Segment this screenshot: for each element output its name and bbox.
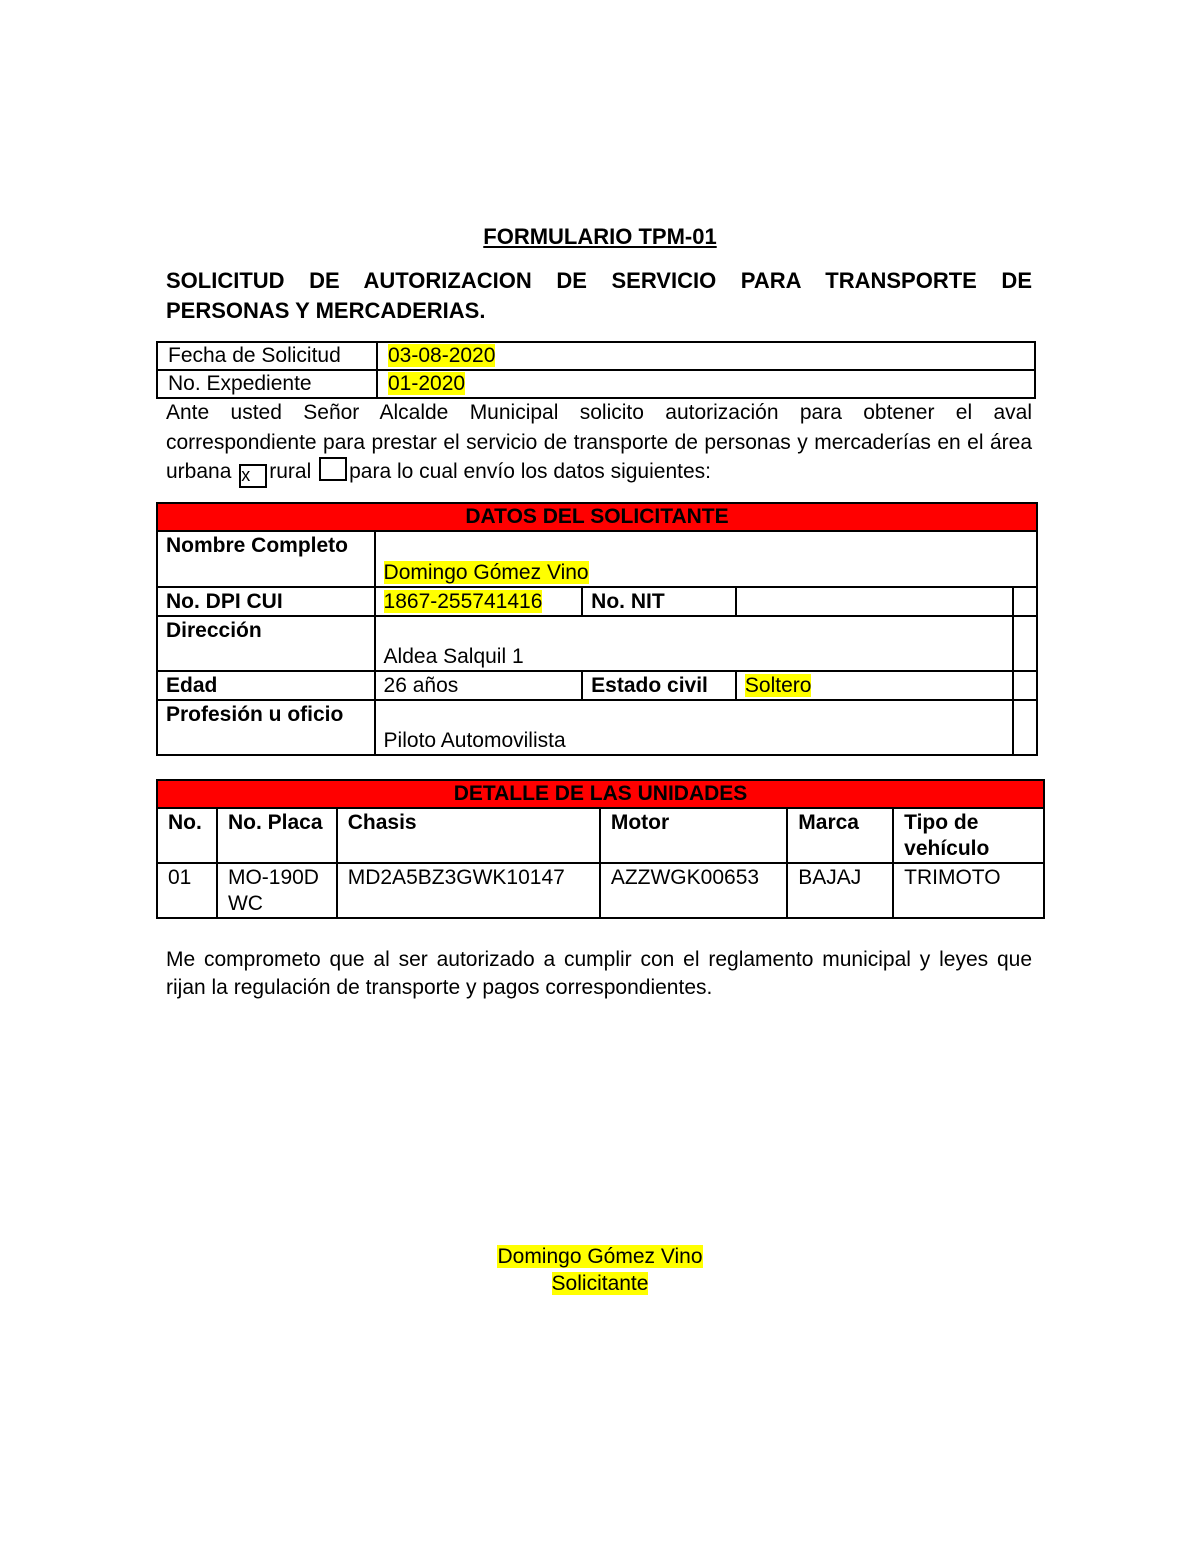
profesion-row xyxy=(157,700,1037,755)
spare-cell xyxy=(1013,700,1037,755)
spare-cell xyxy=(1013,616,1037,671)
edad-row xyxy=(157,671,1037,700)
unit-placa: MO-190DWC xyxy=(217,863,337,918)
signature-role: Solicitante xyxy=(551,1272,649,1295)
intro-paragraph xyxy=(166,398,1032,488)
urbana-checkbox[interactable]: x xyxy=(239,464,267,488)
solicitante-header: DATOS DEL SOLICITANTE xyxy=(156,502,1038,532)
fecha-cell xyxy=(377,342,1035,370)
signature-name: Domingo Gómez Vino xyxy=(497,1245,703,1268)
col-motor: Motor xyxy=(600,808,787,863)
col-chasis: Chasis xyxy=(337,808,600,863)
dpi-cell xyxy=(375,587,583,616)
estado-value: Soltero xyxy=(744,674,812,697)
unit-marca: BAJAJ xyxy=(787,863,893,918)
dpi-value: 1867-255741416 xyxy=(383,590,543,613)
expediente-cell xyxy=(377,370,1035,398)
intro-text: Ante usted Señor Alcalde Municipal solicito autorización para obtener el aval correspondiente para prestar el servicio de transporte de personas y mercaderías en el área urbana xyxy=(166,401,1032,483)
unidades-header: DETALLE DE LAS UNIDADES xyxy=(156,779,1045,809)
spare-cell xyxy=(1013,671,1037,700)
direccion-value: Aldea Salquil 1 xyxy=(375,616,1014,671)
table-row xyxy=(157,863,1044,918)
direccion-row xyxy=(157,616,1037,671)
col-no: No. xyxy=(157,808,217,863)
unit-no: 01 xyxy=(157,863,217,918)
rural-checkbox[interactable] xyxy=(319,457,347,481)
unit-chasis: MD2A5BZ3GWK10147 xyxy=(337,863,600,918)
estado-cell xyxy=(736,671,1013,700)
profesion-value: Piloto Automovilista xyxy=(375,700,1014,755)
unit-motor: AZZWGK00653 xyxy=(600,863,787,918)
expediente-value: 01-2020 xyxy=(388,372,466,395)
expediente-label: No. Expediente xyxy=(157,370,377,398)
col-placa: No. Placa xyxy=(217,808,337,863)
col-marca: Marca xyxy=(787,808,893,863)
nombre-row xyxy=(157,531,1037,587)
estado-label: Estado civil xyxy=(582,671,736,700)
unidades-table xyxy=(156,807,1045,919)
signature-name-line xyxy=(0,1243,1200,1271)
fecha-label: Fecha de Solicitud xyxy=(157,342,377,370)
nombre-value: Domingo Gómez Vino xyxy=(383,561,589,584)
spare-cell xyxy=(1013,587,1037,616)
expediente-row xyxy=(157,370,1035,398)
fecha-row xyxy=(157,342,1035,370)
edad-label: Edad xyxy=(157,671,375,700)
edad-value: 26 años xyxy=(375,671,583,700)
unidades-header-row xyxy=(157,808,1044,863)
rural-label: rural xyxy=(269,460,312,483)
col-tipo: Tipo de vehículo xyxy=(893,808,1044,863)
form-title: FORMULARIO TPM-01 xyxy=(483,224,717,249)
fecha-value: 03-08-2020 xyxy=(388,344,496,367)
form-subtitle: SOLICITUD DE AUTORIZACION DE SERVICIO PARA TRANSPORTE DE PERSONAS Y MERCADERIAS. xyxy=(166,268,1032,323)
nombre-label: Nombre Completo xyxy=(157,531,375,587)
intro-text-end: para lo cual envío los datos siguientes: xyxy=(349,460,711,483)
commitment-paragraph: Me comprometo que al ser autorizado a cumplir con el reglamento municipal y leyes que rijan la regulación de transporte y pagos correspondientes. xyxy=(166,948,1032,999)
dpi-label: No. DPI CUI xyxy=(157,587,375,616)
nombre-cell xyxy=(375,531,1037,587)
direccion-label: Dirección xyxy=(157,616,375,671)
nit-value xyxy=(736,587,1013,616)
signature-role-line xyxy=(0,1270,1200,1298)
meta-table xyxy=(156,341,1036,399)
dpi-row xyxy=(157,587,1037,616)
profesion-label: Profesión u oficio xyxy=(157,700,375,755)
nit-label: No. NIT xyxy=(582,587,736,616)
solicitante-table xyxy=(156,530,1038,756)
unit-tipo: TRIMOTO xyxy=(893,863,1044,918)
